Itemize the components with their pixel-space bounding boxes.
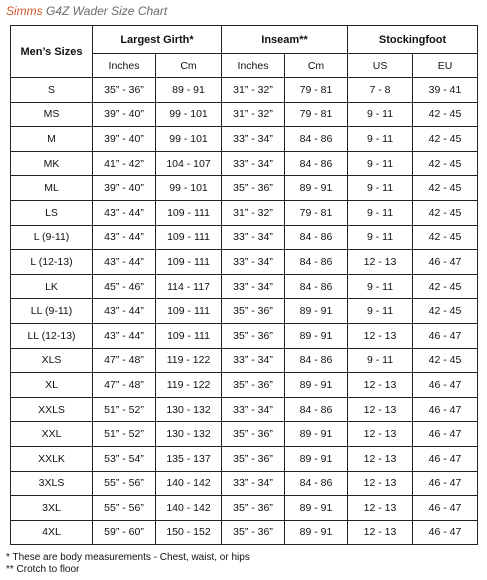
inseam-cm-cell: 89 - 91: [285, 176, 348, 201]
table-row: [11, 176, 478, 201]
group-header-row: [11, 26, 478, 54]
girth-cm-cell: 99 - 101: [156, 127, 222, 152]
girth-cm-cell: 109 - 111: [156, 323, 222, 348]
inseam-cm-cell: 84 - 86: [285, 127, 348, 152]
foot-eu-cell: 42 - 45: [413, 299, 478, 324]
foot-eu-cell: 46 - 47: [413, 446, 478, 471]
girth-cm-cell: 130 - 132: [156, 397, 222, 422]
foot-eu-cell: 46 - 47: [413, 496, 478, 521]
foot-eu-cell: 46 - 47: [413, 471, 478, 496]
header-girth-inches: Inches: [93, 54, 156, 78]
header-foot-eu: EU: [413, 54, 478, 78]
girth-inches-cell: 53” - 54”: [93, 446, 156, 471]
inseam-cm-cell: 89 - 91: [285, 299, 348, 324]
size-cell: L (9-11): [11, 225, 93, 250]
footnote-inseam: ** Crotch to floor: [6, 564, 80, 575]
inseam-inches-cell: 31” - 32”: [222, 102, 285, 127]
foot-us-cell: 12 - 13: [348, 397, 413, 422]
size-cell: LL (12-13): [11, 323, 93, 348]
header-stockingfoot: Stockingfoot: [348, 26, 478, 54]
inseam-cm-cell: 89 - 91: [285, 496, 348, 521]
girth-inches-cell: 43” - 44”: [93, 299, 156, 324]
table-row: [11, 520, 478, 545]
inseam-inches-cell: 33” - 34”: [222, 127, 285, 152]
girth-cm-cell: 109 - 111: [156, 250, 222, 275]
girth-cm-cell: 135 - 137: [156, 446, 222, 471]
girth-cm-cell: 109 - 111: [156, 299, 222, 324]
girth-inches-cell: 41” - 42”: [93, 151, 156, 176]
girth-inches-cell: 51” - 52”: [93, 397, 156, 422]
foot-eu-cell: 46 - 47: [413, 422, 478, 447]
girth-cm-cell: 140 - 142: [156, 496, 222, 521]
size-cell: XL: [11, 373, 93, 398]
inseam-inches-cell: 33” - 34”: [222, 250, 285, 275]
girth-inches-cell: 47” - 48”: [93, 373, 156, 398]
size-cell: L (12-13): [11, 250, 93, 275]
foot-eu-cell: 42 - 45: [413, 127, 478, 152]
girth-inches-cell: 43” - 44”: [93, 200, 156, 225]
girth-cm-cell: 130 - 132: [156, 422, 222, 447]
girth-inches-cell: 47” - 48”: [93, 348, 156, 373]
foot-us-cell: 9 - 11: [348, 299, 413, 324]
size-cell: XXLS: [11, 397, 93, 422]
girth-cm-cell: 99 - 101: [156, 102, 222, 127]
size-cell: M: [11, 127, 93, 152]
girth-cm-cell: 114 - 117: [156, 274, 222, 299]
table-row: [11, 348, 478, 373]
size-cell: 3XLS: [11, 471, 93, 496]
foot-eu-cell: 42 - 45: [413, 274, 478, 299]
title-text: G4Z Wader Size Chart: [42, 4, 168, 18]
table-row: [11, 323, 478, 348]
foot-us-cell: 9 - 11: [348, 102, 413, 127]
inseam-inches-cell: 35” - 36”: [222, 299, 285, 324]
foot-us-cell: 9 - 11: [348, 127, 413, 152]
girth-inches-cell: 55” - 56”: [93, 471, 156, 496]
foot-eu-cell: 46 - 47: [413, 373, 478, 398]
header-mens-sizes: Men’s Sizes: [11, 26, 93, 78]
inseam-inches-cell: 33” - 34”: [222, 151, 285, 176]
footnote-girth: * These are body measurements - Chest, waist, or hips: [6, 552, 250, 563]
table-row: [11, 496, 478, 521]
girth-cm-cell: 119 - 122: [156, 348, 222, 373]
inseam-cm-cell: 79 - 81: [285, 200, 348, 225]
inseam-cm-cell: 84 - 86: [285, 250, 348, 275]
table-row: [11, 446, 478, 471]
foot-eu-cell: 42 - 45: [413, 102, 478, 127]
inseam-cm-cell: 84 - 86: [285, 397, 348, 422]
foot-us-cell: 9 - 11: [348, 200, 413, 225]
inseam-cm-cell: 89 - 91: [285, 520, 348, 545]
inseam-inches-cell: 35” - 36”: [222, 446, 285, 471]
page-title: [6, 4, 167, 18]
header-inseam-inches: Inches: [222, 54, 285, 78]
foot-eu-cell: 39 - 41: [413, 78, 478, 103]
girth-cm-cell: 104 - 107: [156, 151, 222, 176]
inseam-inches-cell: 33” - 34”: [222, 274, 285, 299]
girth-inches-cell: 43” - 44”: [93, 225, 156, 250]
table-row: [11, 274, 478, 299]
size-chart-table: [10, 25, 478, 545]
table-row: [11, 102, 478, 127]
foot-eu-cell: 42 - 45: [413, 200, 478, 225]
foot-us-cell: 12 - 13: [348, 323, 413, 348]
table-row: [11, 373, 478, 398]
foot-us-cell: 9 - 11: [348, 176, 413, 201]
foot-us-cell: 12 - 13: [348, 373, 413, 398]
brand-name: Simms: [6, 4, 43, 18]
foot-eu-cell: 46 - 47: [413, 323, 478, 348]
table-row: [11, 78, 478, 103]
girth-cm-cell: 109 - 111: [156, 200, 222, 225]
inseam-inches-cell: 35” - 36”: [222, 422, 285, 447]
foot-eu-cell: 46 - 47: [413, 250, 478, 275]
foot-us-cell: 12 - 13: [348, 446, 413, 471]
foot-us-cell: 12 - 13: [348, 422, 413, 447]
inseam-inches-cell: 33” - 34”: [222, 397, 285, 422]
girth-inches-cell: 51” - 52”: [93, 422, 156, 447]
foot-eu-cell: 42 - 45: [413, 176, 478, 201]
table-row: [11, 422, 478, 447]
foot-us-cell: 9 - 11: [348, 348, 413, 373]
inseam-inches-cell: 31” - 32”: [222, 78, 285, 103]
girth-inches-cell: 43” - 44”: [93, 250, 156, 275]
girth-cm-cell: 140 - 142: [156, 471, 222, 496]
inseam-inches-cell: 35” - 36”: [222, 373, 285, 398]
inseam-inches-cell: 35” - 36”: [222, 176, 285, 201]
girth-inches-cell: 39” - 40”: [93, 102, 156, 127]
table-row: [11, 397, 478, 422]
inseam-cm-cell: 89 - 91: [285, 323, 348, 348]
table-row: [11, 471, 478, 496]
girth-inches-cell: 59” - 60”: [93, 520, 156, 545]
size-table-body: [11, 78, 478, 545]
inseam-cm-cell: 89 - 91: [285, 422, 348, 447]
size-cell: LS: [11, 200, 93, 225]
table-row: [11, 127, 478, 152]
inseam-cm-cell: 84 - 86: [285, 348, 348, 373]
foot-eu-cell: 42 - 45: [413, 151, 478, 176]
girth-inches-cell: 45” - 46”: [93, 274, 156, 299]
size-cell: XXLK: [11, 446, 93, 471]
girth-inches-cell: 35” - 36”: [93, 78, 156, 103]
girth-cm-cell: 150 - 152: [156, 520, 222, 545]
size-cell: XLS: [11, 348, 93, 373]
header-largest-girth: Largest Girth*: [93, 26, 222, 54]
inseam-cm-cell: 84 - 86: [285, 151, 348, 176]
foot-eu-cell: 42 - 45: [413, 348, 478, 373]
size-cell: LK: [11, 274, 93, 299]
inseam-cm-cell: 89 - 91: [285, 446, 348, 471]
foot-us-cell: 12 - 13: [348, 250, 413, 275]
table-row: [11, 250, 478, 275]
inseam-inches-cell: 33” - 34”: [222, 225, 285, 250]
inseam-cm-cell: 84 - 86: [285, 225, 348, 250]
size-cell: MK: [11, 151, 93, 176]
foot-us-cell: 12 - 13: [348, 496, 413, 521]
foot-eu-cell: 46 - 47: [413, 520, 478, 545]
header-girth-cm: Cm: [156, 54, 222, 78]
size-cell: MS: [11, 102, 93, 127]
girth-cm-cell: 119 - 122: [156, 373, 222, 398]
inseam-cm-cell: 84 - 86: [285, 274, 348, 299]
foot-us-cell: 12 - 13: [348, 520, 413, 545]
girth-inches-cell: 39” - 40”: [93, 127, 156, 152]
foot-us-cell: 7 - 8: [348, 78, 413, 103]
foot-us-cell: 9 - 11: [348, 225, 413, 250]
inseam-cm-cell: 89 - 91: [285, 373, 348, 398]
inseam-inches-cell: 33” - 34”: [222, 348, 285, 373]
inseam-cm-cell: 79 - 81: [285, 78, 348, 103]
foot-us-cell: 12 - 13: [348, 471, 413, 496]
table-row: [11, 299, 478, 324]
table-row: [11, 200, 478, 225]
header-inseam: Inseam**: [222, 26, 348, 54]
table-row: [11, 151, 478, 176]
inseam-inches-cell: 35” - 36”: [222, 323, 285, 348]
girth-inches-cell: 55” - 56”: [93, 496, 156, 521]
foot-us-cell: 9 - 11: [348, 274, 413, 299]
inseam-inches-cell: 31” - 32”: [222, 200, 285, 225]
foot-us-cell: 9 - 11: [348, 151, 413, 176]
foot-eu-cell: 42 - 45: [413, 225, 478, 250]
header-foot-us: US: [348, 54, 413, 78]
girth-inches-cell: 43” - 44”: [93, 323, 156, 348]
size-cell: XXL: [11, 422, 93, 447]
size-cell: 4XL: [11, 520, 93, 545]
inseam-cm-cell: 79 - 81: [285, 102, 348, 127]
footnotes: [6, 552, 250, 576]
size-cell: ML: [11, 176, 93, 201]
girth-cm-cell: 99 - 101: [156, 176, 222, 201]
girth-inches-cell: 39” - 40”: [93, 176, 156, 201]
size-cell: 3XL: [11, 496, 93, 521]
girth-cm-cell: 89 - 91: [156, 78, 222, 103]
inseam-inches-cell: 33” - 34”: [222, 471, 285, 496]
inseam-cm-cell: 84 - 86: [285, 471, 348, 496]
inseam-inches-cell: 35” - 36”: [222, 520, 285, 545]
size-cell: S: [11, 78, 93, 103]
size-cell: LL (9-11): [11, 299, 93, 324]
table-row: [11, 225, 478, 250]
girth-cm-cell: 109 - 111: [156, 225, 222, 250]
header-inseam-cm: Cm: [285, 54, 348, 78]
foot-eu-cell: 46 - 47: [413, 397, 478, 422]
inseam-inches-cell: 35” - 36”: [222, 496, 285, 521]
